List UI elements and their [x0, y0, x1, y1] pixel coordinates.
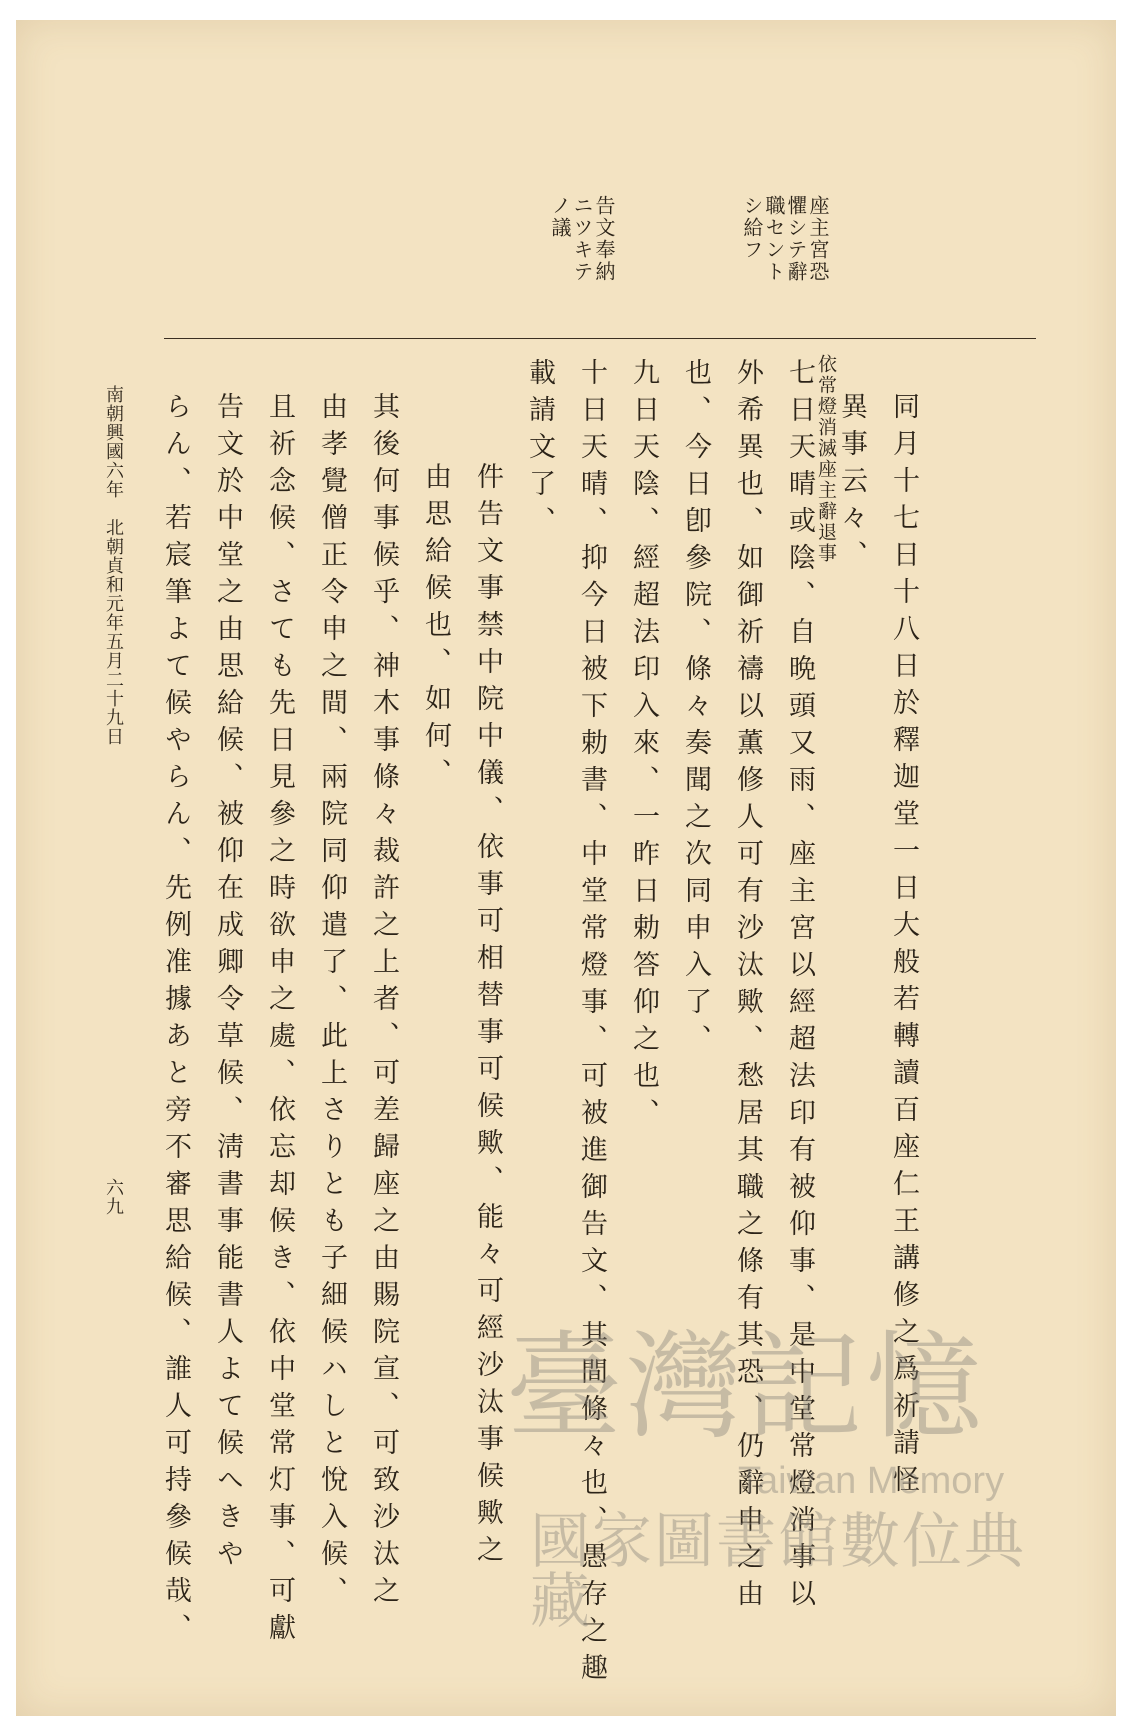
page-number: 六九: [103, 1178, 124, 1216]
header-note: 告文奉納: [592, 195, 616, 283]
header-divider: [164, 338, 1036, 339]
text-column: 異事云々、: [836, 392, 867, 577]
header-note: 懼シテ辭: [784, 195, 808, 283]
watermark-institution: 國家圖書館數位典藏: [530, 1507, 1026, 1637]
watermark-logo-text: 臺灣記憶: [506, 1320, 986, 1455]
text-column: 七日天晴或陰、自晩頭又雨、座主宮以經超法印有被仰事、是中堂常燈消事以: [784, 358, 815, 1616]
document-page: [16, 20, 1116, 1716]
text-column: 且祈念候、さても先日見參之時欲申之處、依忘却候き、依中堂常灯事、可獻: [264, 392, 295, 1650]
text-column: 十日天晴、抑今日被下勅書、中堂常燈事、可被進御告文、其間條々也、愚存之趣: [576, 358, 607, 1690]
text-column: 外希異也、如御祈禱以薫修人可有沙汰歟、愁居其職之條有其恐、仍辭申之由: [732, 358, 763, 1616]
header-note: 職セント: [762, 195, 786, 283]
text-column: 由孝覺僧正令申之間、兩院同仰遣了、此上さりとも子細候ハしと悅入候、: [316, 392, 347, 1613]
header-note: ノ議: [548, 195, 572, 239]
header-note: シ給フ: [740, 195, 764, 261]
side-annotation: 依常燈消滅座主辭退事: [815, 354, 837, 564]
text-column: 也、今日卽參院、條々奏聞之次同申入了、: [680, 358, 711, 1061]
header-note: 座主宮恐: [806, 195, 830, 283]
text-column: 同月十七日十八日於釋迦堂一日大般若轉讀百座仁王講修之爲祈請怪: [888, 392, 919, 1502]
era-date-line: 南朝興國六年 北朝貞和元年五月二十九日: [103, 385, 124, 746]
watermark: [506, 1320, 1066, 1637]
text-column: 載請文了、: [524, 358, 555, 543]
text-column: 其後何事候乎、神木事條々裁許之上者、可差歸座之由賜院宣、可致沙汰之: [368, 392, 399, 1613]
watermark-english: Taiwan Memory: [738, 1460, 1005, 1502]
text-column: 件告文事禁中院中儀、依事可相替事可候歟、能々可經沙汰事候歟之: [472, 462, 503, 1572]
header-note: ニツキテ: [570, 195, 594, 283]
text-column: 九日天陰、經超法印入來、一昨日勅答仰之也、: [628, 358, 659, 1135]
text-column: 由思給候也、如何、: [420, 462, 451, 795]
text-column: らん、若宸筆よて候やらん、先例准據あと旁不審思給候、誰人可持參候哉、: [160, 392, 191, 1650]
text-column: 告文於中堂之由思給候、被仰在成卿令草候、淸書事能書人よて候へきや: [212, 392, 243, 1576]
